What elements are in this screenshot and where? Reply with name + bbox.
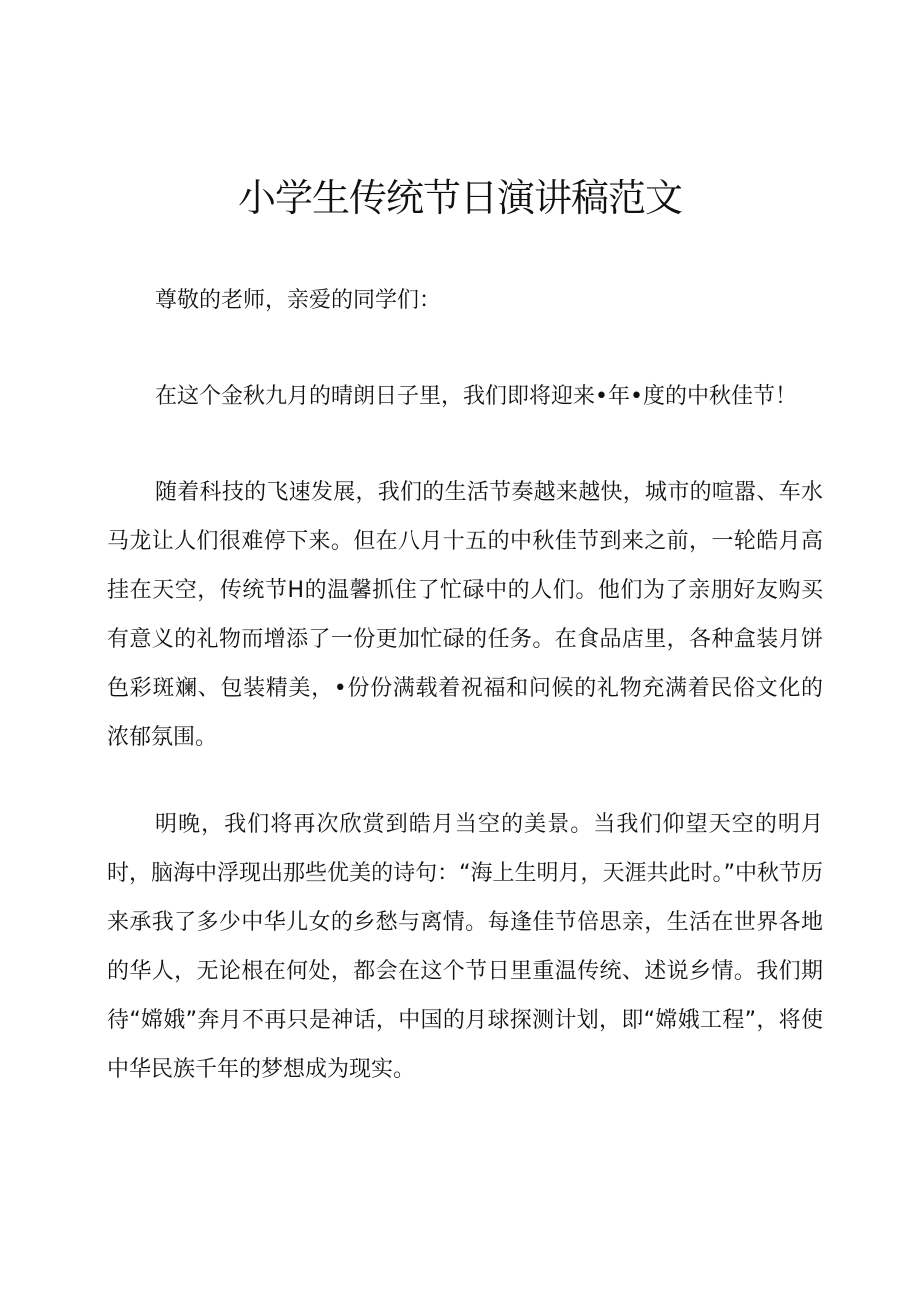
paragraph-2: 随着科技的飞速发展，我们的生活节奏越来越快，城市的喧嚣、车水马龙让人们很难停下来。但在八月十五的中秋佳节到来之前，一轮皓月高挂在天空，传统节H的温馨抓住了忙碌中的人们。他们为了亲朋好友购买有意义的礼物而增添了一份更加忙碌的任务。在食品店里，各种盒装月饼色彩斑斓、包装精美，•份份满载着祝福和问候的礼物充满着民俗文化的浓郁氛围。 bbox=[107, 480, 823, 750]
page-title: 小学生传统节日演讲稿范文 bbox=[237, 176, 682, 220]
paragraph-1: 在这个金秋九月的晴朗日子里，我们即将迎来•年•度的中秋佳节！ bbox=[155, 384, 797, 409]
greeting-line: 尊敬的老师，亲爱的同学们： bbox=[155, 288, 442, 313]
paragraph-3: 明晚，我们将再次欣赏到皓月当空的美景。当我们仰望天空的明月时，脑海中浮现出那些优美的诗句：“海上生明月，天涯共此时。”中秋节历来承我了多少中华儿女的乡愁与离情。每逢佳节倍思亲，生活在世界各地的华人，无论根在何处，都会在这个节日里重温传统、述说乡情。我们期待“嫦娥”奔月不再只是神话，中国的月球探测计划，即“嫦娥工程”，将使中华民族千年的梦想成为现实。 bbox=[107, 812, 823, 1082]
